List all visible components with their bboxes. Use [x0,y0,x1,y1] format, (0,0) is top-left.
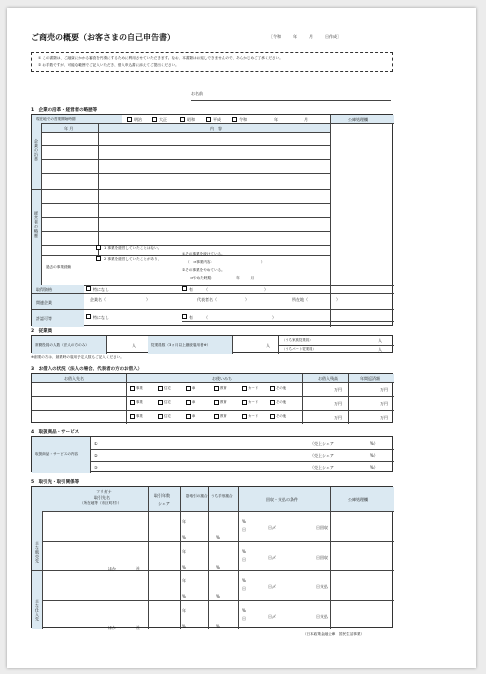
loan-1-purpose-checkbox-1[interactable] [130,386,135,391]
cert-item: （ ） [204,287,268,292]
loan-1-purpose-1: 事業 [136,386,143,390]
product-2-num: ② [94,453,98,458]
loan-1-purpose-3: 車 [192,386,196,390]
product-3-share: （売上シェア %） [310,465,378,470]
col-balance: お借入残高 [318,376,338,381]
sale-2-share: % [182,565,186,570]
past-exp-opt2c: ②その事業をやめている。 [182,268,225,272]
loan-1-purpose-checkbox-5[interactable] [242,386,247,391]
loan-1-purpose-6: その他 [276,386,287,390]
loan-3-purpose-3: 車 [192,414,196,418]
sale-2-credit: % [216,565,220,570]
purchase-company: 社 [136,625,140,630]
career-vertical-label: 経営者の略歴 [34,211,39,238]
purchase-2-day: 日 [242,616,246,621]
loan-3-purpose-checkbox-2[interactable] [158,414,163,419]
loan-1-purpose-4: 教育 [220,386,227,390]
past-exp-opt1: 1 事業を経営していたことはない。 [104,246,162,250]
section-2-heading: 2 従業員 [31,329,53,334]
product-1-share: （売上シェア %） [310,441,378,446]
era-taisho: 大正 [159,117,167,122]
purchase-1-share: % [182,594,186,599]
sale-2-close: 日〆 [268,555,276,560]
section-2-table [31,335,393,353]
loan-1-purpose-2: 住宅 [164,386,171,390]
notice-line-2: ② お手数ですが、可能な範囲でご記入いただき、借入申込書に添えてご提出ください。 [38,63,179,67]
sale-1-share: % [182,535,186,540]
loan-3-purpose-checkbox-6[interactable] [270,414,275,419]
col-purpose: お使いみち [212,376,232,381]
loan-3-purpose-2: 住宅 [164,414,171,418]
loan-2-purpose-2: 住宅 [164,400,171,404]
notice-box [31,52,393,72]
purchase-2-close: 日〆 [268,614,276,619]
employees-unit: 人 [266,343,270,348]
sale-1-day: 日 [242,527,246,532]
purchase-1-close: 日〆 [268,584,276,589]
part-label: （うちパート従業員） [282,347,316,351]
loan-1-purpose-5: カード [248,386,259,390]
related-label: 関連企業 [36,300,52,305]
col-partner-sub: （所在地等（市区町村）） [80,501,122,505]
loan-2-purpose-checkbox-4[interactable] [214,400,219,405]
era-checkbox-taisho[interactable] [152,117,157,122]
sale-1-bill: % [242,519,246,524]
history-vertical-label: 企業の沿革 [34,139,39,162]
loan-3-purpose-4: 教育 [220,414,227,418]
section-3-table [31,373,393,423]
loan-3-purpose-1: 事業 [136,414,143,418]
loan-3-purpose-6: その他 [276,414,287,418]
col-share: シェア [158,501,170,506]
purchase-1-years: 年 [182,578,186,583]
section-3-heading: 3 お借入の状況（法人の場合、代表者の方のお借入） [31,367,143,372]
col-partner-name: 取引先名 [94,495,110,500]
loan-2-purpose-checkbox-2[interactable] [158,400,163,405]
col-office: 公庫処理欄 [348,497,368,502]
past-exp-opt2b: （ ⇒事業内容： ） [186,260,265,264]
era-checkbox-showa[interactable] [180,117,185,122]
loan-3-purpose-checkbox-1[interactable] [130,414,135,419]
part-unit: 人 [378,347,382,352]
sale-2-years: 年 [182,549,186,554]
col-years: 取引年数 [154,493,170,498]
era-checkbox-heisei[interactable] [206,117,211,122]
sale-1-term: 日回収 [316,525,328,530]
era-reiwa: 令和 [239,117,247,122]
purchase-2-bill: % [242,608,246,613]
loan-3-purpose-checkbox-3[interactable] [186,414,191,419]
section-4-table [31,436,393,472]
permit-label: 許認可等 [36,316,52,321]
cert-yes: 有 [189,287,193,292]
loan-2-purpose-checkbox-6[interactable] [270,400,275,405]
document-page [7,8,476,668]
loan-2-purpose-4: 教育 [220,400,227,404]
sale-1-credit: % [216,535,220,540]
sale-other: ほか [108,566,116,571]
loan-3-purpose-checkbox-4[interactable] [214,414,219,419]
sale-company: 社 [136,566,140,571]
start-month-label: 月 [304,117,308,122]
purchase-2-share: % [182,624,186,629]
section-1-heading: 1 企業の沿革・経営者の略歴等 [31,108,98,113]
section-1-table [31,114,393,326]
past-exp-opt2: 2 事業を経営していたことがあり、 [104,257,162,261]
past-exp-opt2d: ⇒やめた時期： 年 月 [190,276,255,280]
footer-note: （日本政策金融公庫 国民生活事業） [303,632,365,636]
sale-2-day: 日 [242,557,246,562]
loan-3-repay-unit: 万円 [380,415,388,420]
fulltime-unit: 人 [132,343,136,348]
col-terms: 回収・支払の条件 [266,497,298,502]
permit-none: 特になし [93,315,109,320]
sale-1-close: 日〆 [268,525,276,530]
related-rep: 代表者名（ ） [197,297,249,302]
sale-2-bill: % [242,549,246,554]
era-checkbox-reiwa[interactable] [232,117,237,122]
employees-label: 従業員数（3ヵ月以上継続雇用者※） [151,343,211,347]
product-1-num: ① [94,441,98,446]
fulltime-label: 常勤役員の人数（法人の方のみ） [35,343,89,347]
permit-yes: 有 [189,315,193,320]
col-furigana: フリガナ [96,489,112,494]
purchase-1-bill: % [242,578,246,583]
sale-2-term: 日回収 [316,555,328,560]
cert-none: 特になし [93,287,109,292]
start-label: 現在地での営業開始時期 [36,117,76,121]
purchase-other: ほか [108,625,116,630]
document-title: ご商売の概要（お客さまの自己申告書） [31,33,175,42]
family-unit: 人 [378,338,382,343]
loan-1-balance-unit: 万円 [334,387,342,392]
loan-3-purpose-checkbox-5[interactable] [242,414,247,419]
product-2-share: （売上シェア %） [310,453,378,458]
era-heisei: 平成 [213,117,221,122]
loan-1-purpose-checkbox-6[interactable] [270,386,275,391]
purchase-2-term: 日支払 [316,614,328,619]
era-checkbox-meiji[interactable] [127,117,132,122]
cert-none-checkbox[interactable] [86,286,91,291]
start-year-label: 年 [274,117,278,122]
permit-yes-checkbox[interactable] [182,314,187,319]
purchase-1-credit: % [216,594,220,599]
loan-2-purpose-5: カード [248,400,259,404]
era-showa: 昭和 [187,117,195,122]
purchase-1-term: 日支払 [316,584,328,589]
col-credit-ratio: 掛取引の割合 [186,494,208,498]
sale-1-years: 年 [182,519,186,524]
loan-3-purpose-5: カード [248,414,259,418]
loan-2-balance-unit: 万円 [334,401,342,406]
col-content: 内 容 [210,126,222,131]
product-3-num: ③ [94,465,98,470]
loan-1-purpose-checkbox-2[interactable] [158,386,163,391]
cert-yes-checkbox[interactable] [182,286,187,291]
office-use-label: 公庫処理欄 [348,117,368,122]
permit-item: （ ） [204,315,276,320]
products-label: 取扱商品・サービスの内容 [35,452,79,456]
name-label: お名前 [191,91,203,96]
col-repay: 年間返済額 [360,376,380,381]
loan-2-purpose-checkbox-1[interactable] [130,400,135,405]
purchase-2-credit: % [216,624,220,629]
loan-2-purpose-6: その他 [276,400,287,404]
loan-2-purpose-1: 事業 [136,400,143,404]
name-underline [191,100,391,101]
related-loc: 所在地（ ） [292,297,340,302]
loan-3-balance-unit: 万円 [334,415,342,420]
related-name: 企業名（ ） [90,297,150,302]
notice-line-1: ① この書類は、ご融資にかかる審査を円滑にするために利用させていただきます。なお、本書類はお返しできませんので、あらかじめご了承ください。 [38,56,283,60]
loan-2-repay-unit: 万円 [380,401,388,406]
loan-1-purpose-checkbox-4[interactable] [214,386,219,391]
loan-1-purpose-checkbox-3[interactable] [186,386,191,391]
section-5-heading: 5 取引先・取引関係等 [31,480,80,485]
past-exp-label: 過去の事業経験 [46,265,72,269]
col-yearmonth: 年 月 [64,126,74,131]
era-meiji: 明治 [134,117,142,122]
purchase-1-day: 日 [242,586,246,591]
sales-vertical-label: 主な販売先 [35,541,40,564]
date-line: ［令和 年 月 日作成］ [269,34,341,39]
section-4-heading: 4 取扱商品・サービス [31,430,80,435]
permit-none-checkbox[interactable] [86,314,91,319]
loan-1-repay-unit: 万円 [380,387,388,392]
employees-note: ※創業の方は、創業時の雇用予定人数もご記入ください。 [31,355,124,359]
past-exp-checkbox-2[interactable] [96,256,101,261]
cert-label: 取得資格 [36,287,52,292]
purchase-vertical-label: 主な仕入先 [35,599,40,622]
past-exp-checkbox-1[interactable] [96,245,101,250]
col-bill-ratio: うち手形割合 [211,494,233,498]
section-5-table [31,486,393,628]
family-label: （うち家族従業員） [282,338,313,342]
loan-2-purpose-3: 車 [192,400,196,404]
loan-2-purpose-checkbox-5[interactable] [242,400,247,405]
purchase-2-years: 年 [182,608,186,613]
col-lender: お借入先名 [64,376,84,381]
past-exp-opt2a: ①その事業を続けている。 [182,252,225,256]
loan-2-purpose-checkbox-3[interactable] [186,400,191,405]
